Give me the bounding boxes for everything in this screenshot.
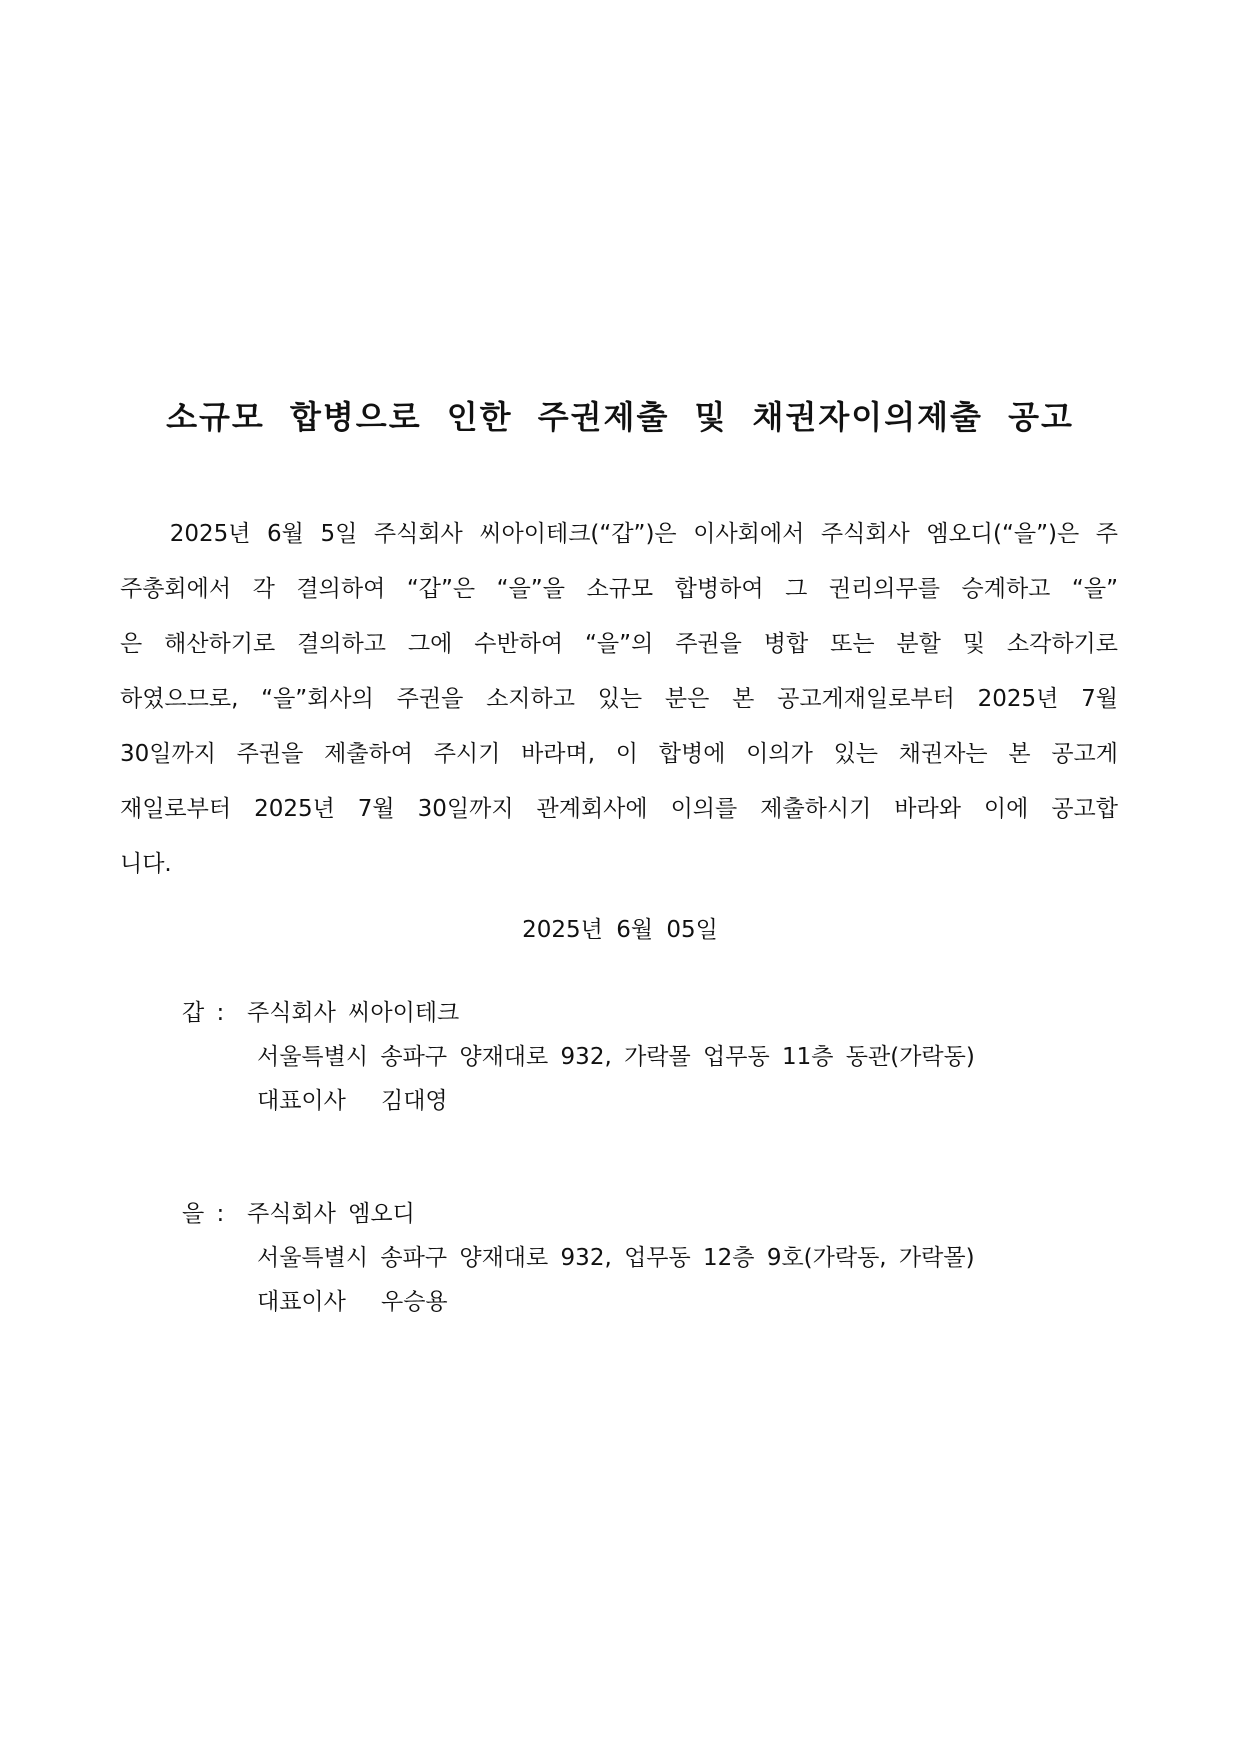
party-gap: [182, 991, 1082, 1123]
party-eul: [182, 1192, 1082, 1324]
party-label: 갑 :: [182, 1000, 225, 1026]
party-address: 서울특별시 송파구 양재대로 932, 가락몰 업무동 11층 동관(가락동): [257, 1044, 975, 1070]
body-line: 하였으므로, “을”회사의 주권을 소지하고 있는 분은 본 공고게재일로부터 2025년 7월: [120, 686, 1118, 712]
party-company: 주식회사 씨아이테크: [247, 1000, 460, 1026]
party-company-row: [182, 991, 1082, 1035]
representative-title: 대표이사: [257, 1289, 346, 1315]
party-company-row: [182, 1192, 1082, 1236]
notice-date: 2025년 6월 05일: [522, 917, 718, 943]
body-line: 재일로부터 2025년 7월 30일까지 관계회사에 이의를 제출하시기 바라와 이에 공고합: [120, 796, 1118, 822]
body-line: 30일까지 주권을 제출하여 주시기 바라며, 이 합병에 이의가 있는 채권자는 본 공고게: [120, 741, 1118, 767]
party-representative: [182, 1079, 1082, 1123]
party-representative: [182, 1280, 1082, 1324]
representative-name: 김대영: [381, 1088, 448, 1114]
notice-body: [120, 507, 1118, 892]
body-line: 주총회에서 각 결의하여 “갑”은 “을”을 소규모 합병하여 그 권리의무를 승계하고 “을”: [120, 576, 1118, 602]
body-line: 니다.: [120, 851, 172, 877]
party-address: 서울특별시 송파구 양재대로 932, 업무동 12층 9호(가락동, 가락몰): [257, 1245, 975, 1271]
party-company: 주식회사 엠오디: [247, 1201, 415, 1227]
representative-title: 대표이사: [257, 1088, 346, 1114]
notice-title: 소규모 합병으로 인한 주권제출 및 채권자이의제출 공고: [166, 398, 1074, 436]
party-label: 을 :: [182, 1201, 225, 1227]
representative-name: 우승용: [381, 1289, 448, 1315]
body-line: 은 해산하기로 결의하고 그에 수반하여 “을”의 주권을 병합 또는 분할 및 소각하기로: [120, 631, 1118, 657]
body-line: 2025년 6월 5일 주식회사 씨아이테크(“갑”)은 이사회에서 주식회사 엠오디(“을”)은 주: [120, 521, 1118, 547]
